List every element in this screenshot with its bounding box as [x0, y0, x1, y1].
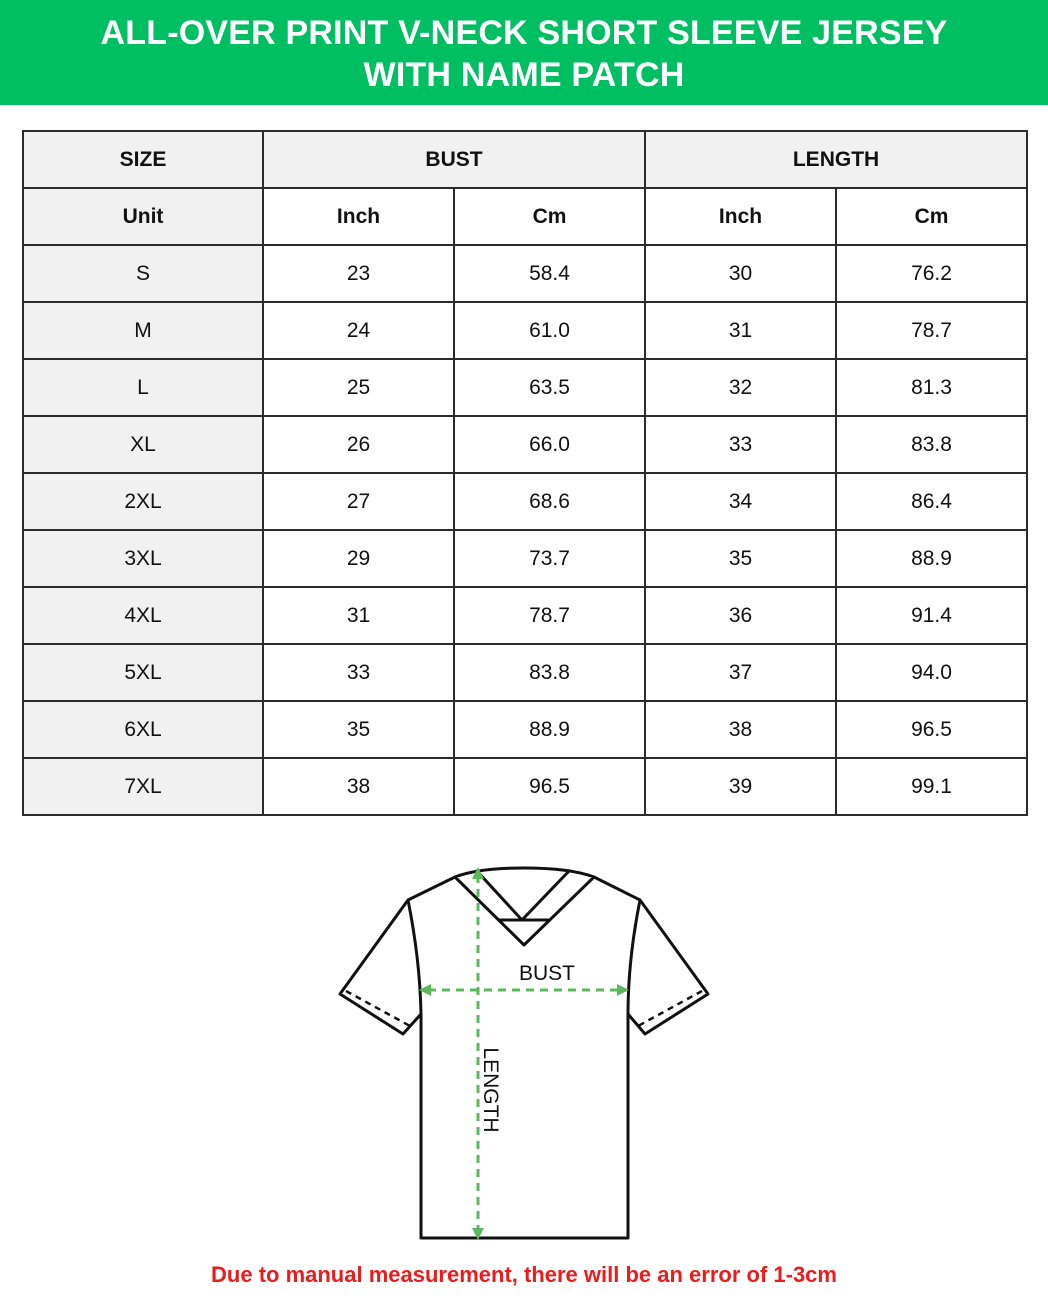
length-inch-cell: 33: [645, 416, 836, 473]
bust-cm-cell: 68.6: [454, 473, 645, 530]
length-inch-cell: 35: [645, 530, 836, 587]
length-cm-cell: 94.0: [836, 644, 1027, 701]
size-chart-table: [22, 130, 1028, 816]
bust-inch-cell: 35: [263, 701, 454, 758]
bust-inch-cell: 27: [263, 473, 454, 530]
table-row: [23, 473, 1027, 530]
table-header-row: [23, 131, 1027, 188]
bust-inch-cell: 33: [263, 644, 454, 701]
bust-inch-cell: 31: [263, 587, 454, 644]
table-row: [23, 359, 1027, 416]
length-cm-cell: 96.5: [836, 701, 1027, 758]
length-inch-cell: 34: [645, 473, 836, 530]
size-cell: XL: [23, 416, 263, 473]
length-cm-cell: 91.4: [836, 587, 1027, 644]
bust-inch-cell: 26: [263, 416, 454, 473]
bust-inch-cell: 25: [263, 359, 454, 416]
table-row: [23, 758, 1027, 815]
bust-cm-cell: 73.7: [454, 530, 645, 587]
length-inch-cell: 32: [645, 359, 836, 416]
size-cell: 4XL: [23, 587, 263, 644]
size-cell: 7XL: [23, 758, 263, 815]
size-cell: 6XL: [23, 701, 263, 758]
length-inch-cell: 38: [645, 701, 836, 758]
length-label: LENGTH: [479, 1047, 502, 1133]
bust-cm-cell: 96.5: [454, 758, 645, 815]
table-row: [23, 587, 1027, 644]
table-row: [23, 530, 1027, 587]
unit-bust-inch: Inch: [263, 188, 454, 245]
table-row: [23, 701, 1027, 758]
bust-cm-cell: 78.7: [454, 587, 645, 644]
length-cm-cell: 86.4: [836, 473, 1027, 530]
unit-length-cm: Cm: [836, 188, 1027, 245]
jersey-measurement-diagram: [0, 850, 1048, 1250]
title-line-1: ALL-OVER PRINT V-NECK SHORT SLEEVE JERSEY: [100, 14, 948, 52]
size-cell: 5XL: [23, 644, 263, 701]
unit-label: Unit: [23, 188, 263, 245]
size-cell: L: [23, 359, 263, 416]
length-cm-cell: 83.8: [836, 416, 1027, 473]
length-cm-cell: 81.3: [836, 359, 1027, 416]
length-cm-cell: 99.1: [836, 758, 1027, 815]
length-inch-cell: 39: [645, 758, 836, 815]
size-cell: 2XL: [23, 473, 263, 530]
bust-inch-cell: 38: [263, 758, 454, 815]
table-row: [23, 644, 1027, 701]
size-header: SIZE: [23, 131, 263, 188]
table-row: [23, 302, 1027, 359]
measurement-note: Due to manual measurement, there will be an error of 1-3cm: [211, 1262, 837, 1287]
bust-inch-cell: 23: [263, 245, 454, 302]
length-cm-cell: 76.2: [836, 245, 1027, 302]
bust-label: BUST: [518, 962, 576, 985]
size-cell: 3XL: [23, 530, 263, 587]
length-inch-cell: 31: [645, 302, 836, 359]
unit-bust-cm: Cm: [454, 188, 645, 245]
table-row: [23, 245, 1027, 302]
length-header: LENGTH: [645, 131, 1027, 188]
bust-inch-cell: 24: [263, 302, 454, 359]
bust-inch-cell: 29: [263, 530, 454, 587]
size-cell: M: [23, 302, 263, 359]
bust-cm-cell: 63.5: [454, 359, 645, 416]
bust-cm-cell: 58.4: [454, 245, 645, 302]
bust-cm-cell: 88.9: [454, 701, 645, 758]
bust-header: BUST: [263, 131, 645, 188]
length-inch-cell: 37: [645, 644, 836, 701]
unit-row: [23, 188, 1027, 245]
v-neck-jersey-icon: [0, 850, 1048, 1250]
title-line-2: WITH NAME PATCH: [363, 56, 685, 94]
bust-cm-cell: 61.0: [454, 302, 645, 359]
unit-length-inch: Inch: [645, 188, 836, 245]
page-title: [0, 0, 1048, 105]
length-cm-cell: 88.9: [836, 530, 1027, 587]
bust-cm-cell: 66.0: [454, 416, 645, 473]
length-inch-cell: 30: [645, 245, 836, 302]
bust-cm-cell: 83.8: [454, 644, 645, 701]
size-cell: S: [23, 245, 263, 302]
length-inch-cell: 36: [645, 587, 836, 644]
length-cm-cell: 78.7: [836, 302, 1027, 359]
table-row: [23, 416, 1027, 473]
